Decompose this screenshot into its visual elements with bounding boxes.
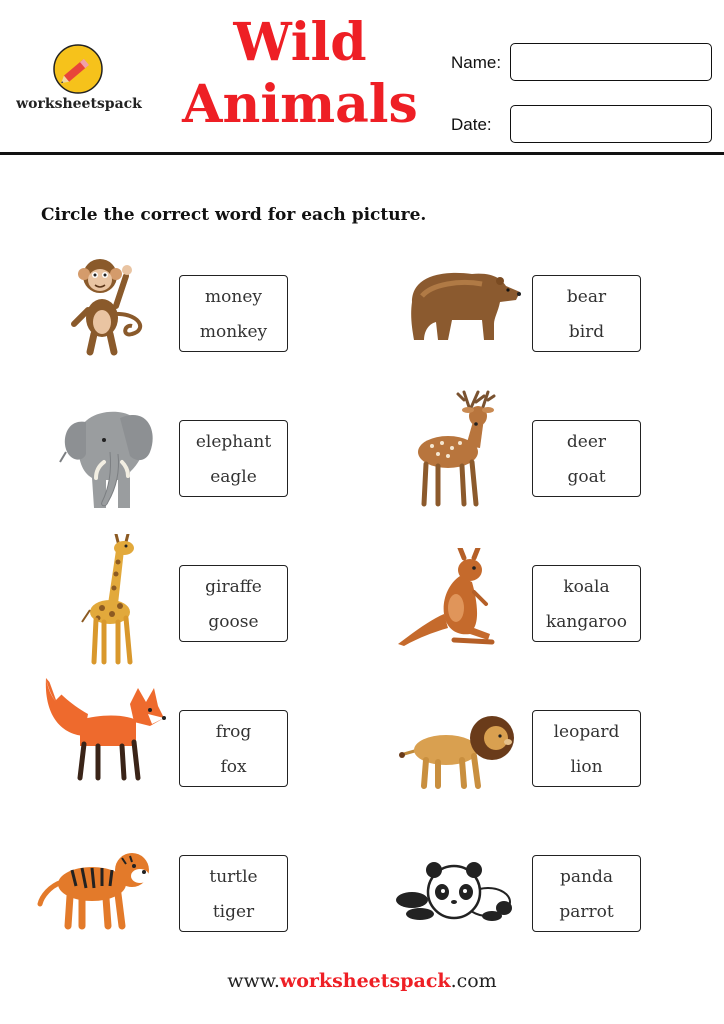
choice-box-panda[interactable]: [532, 855, 641, 932]
bear-icon: [402, 262, 526, 344]
option-giraffe[interactable]: giraffe: [205, 577, 262, 597]
choice-box-monkey[interactable]: [179, 275, 288, 352]
footer-url[interactable]: [0, 970, 724, 992]
option-deer[interactable]: deer: [566, 432, 607, 452]
option-tiger[interactable]: tiger: [212, 902, 255, 922]
option-panda[interactable]: panda: [560, 867, 613, 887]
header-divider: [0, 152, 724, 155]
deer-icon: [412, 388, 502, 510]
page-title: [160, 12, 440, 136]
option-leopard[interactable]: leopard: [553, 722, 620, 742]
choice-box-bear[interactable]: [532, 275, 641, 352]
date-label: Date:: [451, 115, 492, 134]
elephant-icon: [56, 398, 160, 512]
footer-prefix: www.: [227, 970, 280, 992]
option-fox[interactable]: fox: [220, 757, 247, 777]
title-line-2: Animals: [182, 74, 418, 135]
date-field[interactable]: [510, 105, 712, 143]
choice-box-fox[interactable]: [179, 710, 288, 787]
footer-highlight: worksheetspack: [279, 970, 451, 992]
option-bear[interactable]: bear: [566, 287, 607, 307]
choice-box-kangaroo[interactable]: [532, 565, 641, 642]
panda-icon: [392, 858, 514, 922]
pencil-logo-icon: [53, 44, 103, 94]
option-bird[interactable]: bird: [568, 322, 605, 342]
option-koala[interactable]: koala: [563, 577, 610, 597]
option-kangaroo[interactable]: kangaroo: [546, 612, 627, 632]
choice-box-giraffe[interactable]: [179, 565, 288, 642]
option-money[interactable]: money: [205, 287, 262, 307]
brand-name: worksheetspack: [16, 96, 142, 112]
giraffe-icon: [78, 534, 144, 666]
name-label: Name:: [451, 53, 502, 72]
option-elephant[interactable]: elephant: [195, 432, 272, 452]
option-eagle[interactable]: eagle: [210, 467, 257, 487]
title-line-1: Wild: [233, 12, 367, 73]
name-field[interactable]: [510, 43, 712, 81]
footer-suffix: .com: [450, 970, 497, 992]
option-goose[interactable]: goose: [208, 612, 259, 632]
option-goat[interactable]: goat: [567, 467, 606, 487]
kangaroo-icon: [394, 548, 498, 650]
lion-icon: [396, 710, 518, 790]
option-monkey[interactable]: monkey: [199, 322, 268, 342]
choice-box-tiger[interactable]: [179, 855, 288, 932]
choice-box-deer[interactable]: [532, 420, 641, 497]
option-turtle[interactable]: turtle: [209, 867, 258, 887]
fox-icon: [40, 674, 166, 782]
option-frog[interactable]: frog: [215, 722, 252, 742]
option-parrot[interactable]: parrot: [559, 902, 614, 922]
choice-box-lion[interactable]: [532, 710, 641, 787]
monkey-icon: [60, 252, 152, 360]
choice-box-elephant[interactable]: [179, 420, 288, 497]
option-lion[interactable]: lion: [570, 757, 603, 777]
tiger-icon: [36, 842, 156, 930]
instructions: Circle the correct word for each picture.: [41, 205, 427, 225]
